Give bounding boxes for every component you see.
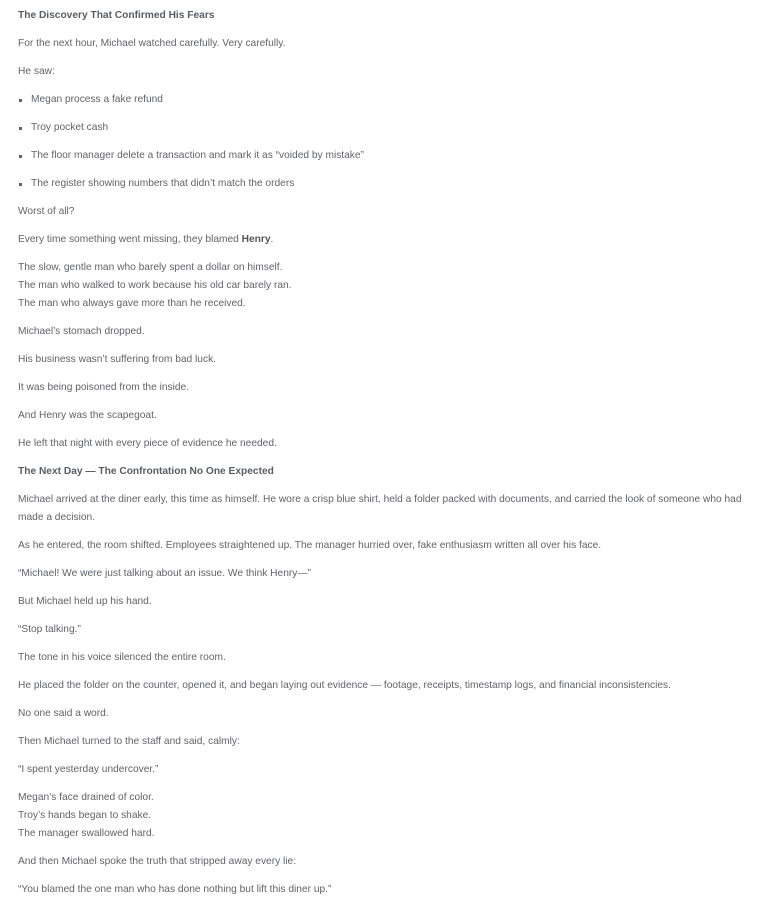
list-item: The floor manager delete a transaction and mark it as “voided by mistake” (18, 147, 766, 165)
line: The man who walked to work because his old car barely ran. (18, 280, 292, 291)
text: Every time something went missing, they blamed (18, 234, 242, 245)
list-item: The register showing numbers that didn’t match the orders (18, 175, 766, 193)
paragraph: He placed the folder on the counter, opened it, and began laying out evidence — footage, receipts, timestamp logs, and financial inconsistencies. (18, 680, 671, 691)
paragraph: It was being poisoned from the inside. (18, 382, 190, 393)
paragraph-reactions (18, 789, 766, 843)
line: The slow, gentle man who barely spent a dollar on himself. (18, 262, 283, 273)
paragraph-blamed (18, 231, 766, 249)
paragraph: But Michael held up his hand. (18, 596, 152, 607)
paragraph: And Henry was the scapegoat. (18, 410, 157, 421)
line: The man who always gave more than he received. (18, 298, 246, 309)
paragraph: Worst of all? (18, 206, 75, 217)
paragraph: He saw: (18, 66, 55, 77)
paragraph: No one said a word. (18, 708, 109, 719)
paragraph-henry-description (18, 259, 766, 313)
paragraph: “Stop talking.” (18, 624, 81, 635)
paragraph: His business wasn’t suffering from bad luck. (18, 354, 216, 365)
paragraph: “I spent yesterday undercover.” (18, 764, 159, 775)
section-heading-discovery: The Discovery That Confirmed His Fears (18, 10, 215, 21)
paragraph: Michael’s stomach dropped. (18, 326, 145, 337)
name-bold: Henry (241, 234, 271, 245)
line: The manager swallowed hard. (18, 828, 155, 839)
text: . (270, 234, 274, 245)
paragraph: As he entered, the room shifted. Employees straightened up. The manager hurried over, fake enthusiasm written all over his face. (18, 540, 602, 551)
list-item: Troy pocket cash (18, 119, 766, 137)
paragraph: For the next hour, Michael watched carefully. Very carefully. (18, 38, 286, 49)
paragraph: The tone in his voice silenced the entire room. (18, 652, 226, 663)
list-item: Megan process a fake refund (18, 91, 766, 109)
paragraph: He left that night with every piece of evidence he needed. (18, 438, 277, 449)
paragraph: “Michael! We were just talking about an issue. We think Henry—” (18, 568, 311, 579)
line: Troy’s hands began to shake. (18, 810, 152, 821)
paragraph: Michael arrived at the diner early, this time as himself. He wore a crisp blue shirt, held a folder packed with documents, and carried the look of someone who had made a decision. (18, 494, 742, 523)
observation-list (18, 91, 766, 193)
section-heading-confrontation: The Next Day — The Confrontation No One Expected (18, 466, 274, 477)
line: Megan’s face drained of color. (18, 792, 154, 803)
paragraph: And then Michael spoke the truth that stripped away every lie: (18, 856, 297, 867)
paragraph: “You blamed the one man who has done nothing but lift this diner up.” (18, 884, 332, 895)
paragraph: Then Michael turned to the staff and said, calmly: (18, 736, 240, 747)
